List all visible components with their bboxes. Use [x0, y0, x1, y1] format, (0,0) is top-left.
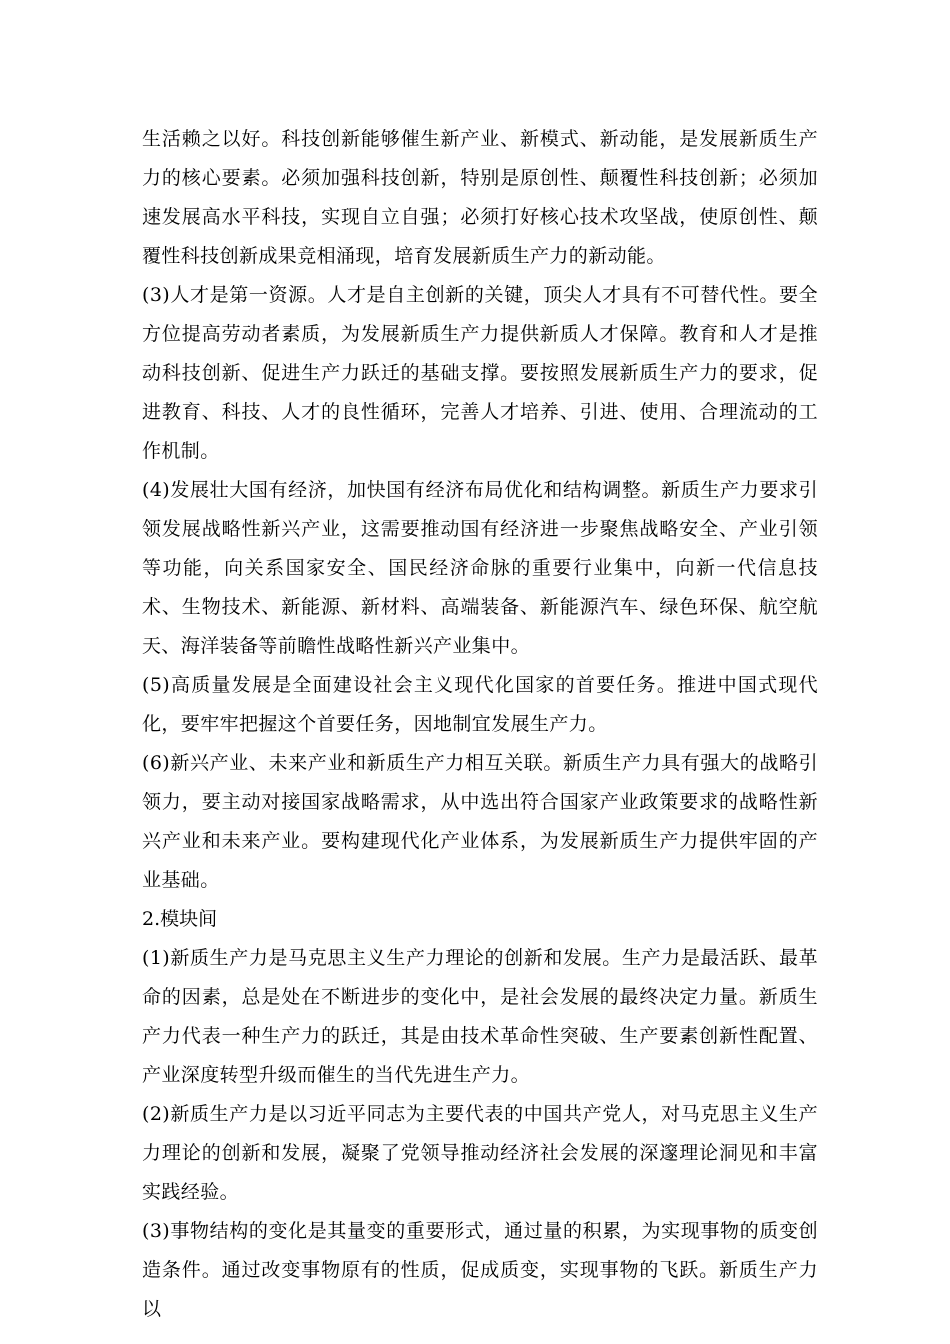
paragraph-marxist-theory: (1)新质生产力是马克思主义生产力理论的创新和发展。生产力是最活跃、最革命的因素，总是处在不断进步的变化中，是社会发展的最终决定力量。新质生产力代表一种生产力的跃迁，其是由技术革命性突破、生产要素创新性配置、产业深度转型升级而催生的当代先进生产力。	[142, 947, 818, 1086]
section-heading: 2.模块间	[142, 908, 218, 930]
paragraph-tech-innovation: 生活赖之以好。科技创新能够催生新产业、新模式、新动能，是发展新质生产力的核心要素。必须加强科技创新，特别是原创性、颠覆性科技创新；必须加速发展高水平科技，实现自立自强；必须打好核心技术攻坚战，使原创性、颠覆性科技创新成果竞相涌现，培育发展新质生产力的新动能。	[142, 128, 818, 267]
paragraph-state-economy: (4)发展壮大国有经济，加快国有经济布局优化和结构调整。新质生产力要求引领发展战略性新兴产业，这需要推动国有经济进一步聚焦战略安全、产业引领等功能，向关系国家安全、国民经济命脉的重要行业集中，向新一代信息技术、生物技术、新能源、新材料、高端装备、新能源汽车、绿色环保、航空航天、海洋装备等前瞻性战略性新兴产业集中。	[142, 479, 818, 657]
document-page	[142, 120, 818, 1329]
paragraph-quantitative-change: (3)事物结构的变化是其量变的重要形式，通过量的积累，为实现事物的质变创造条件。通过改变事物原有的性质，促成质变，实现事物的飞跃。新质生产力以	[142, 1220, 818, 1320]
paragraph-party-innovation: (2)新质生产力是以习近平同志为主要代表的中国共产党人，对马克思主义生产力理论的创新和发展，凝聚了党领导推动经济社会发展的深邃理论洞见和丰富实践经验。	[142, 1103, 818, 1203]
paragraph-high-quality-development: (5)高质量发展是全面建设社会主义现代化国家的首要任务。推进中国式现代化，要牢牢把握这个首要任务，因地制宜发展生产力。	[142, 674, 818, 735]
paragraph-emerging-industries: (6)新兴产业、未来产业和新质生产力相互关联。新质生产力具有强大的战略引领力，要主动对接国家战略需求，从中选出符合国家产业政策要求的战略性新兴产业和未来产业。要构建现代化产业体系，为发展新质生产力提供牢固的产业基础。	[142, 752, 818, 891]
paragraph-talent: (3)人才是第一资源。人才是自主创新的关键，顶尖人才具有不可替代性。要全方位提高劳动者素质，为发展新质生产力提供新质人才保障。教育和人才是推动科技创新、促进生产力跃迁的基础支撑。要按照发展新质生产力的要求，促进教育、科技、人才的良性循环，完善人才培养、引进、使用、合理流动的工作机制。	[142, 284, 818, 462]
